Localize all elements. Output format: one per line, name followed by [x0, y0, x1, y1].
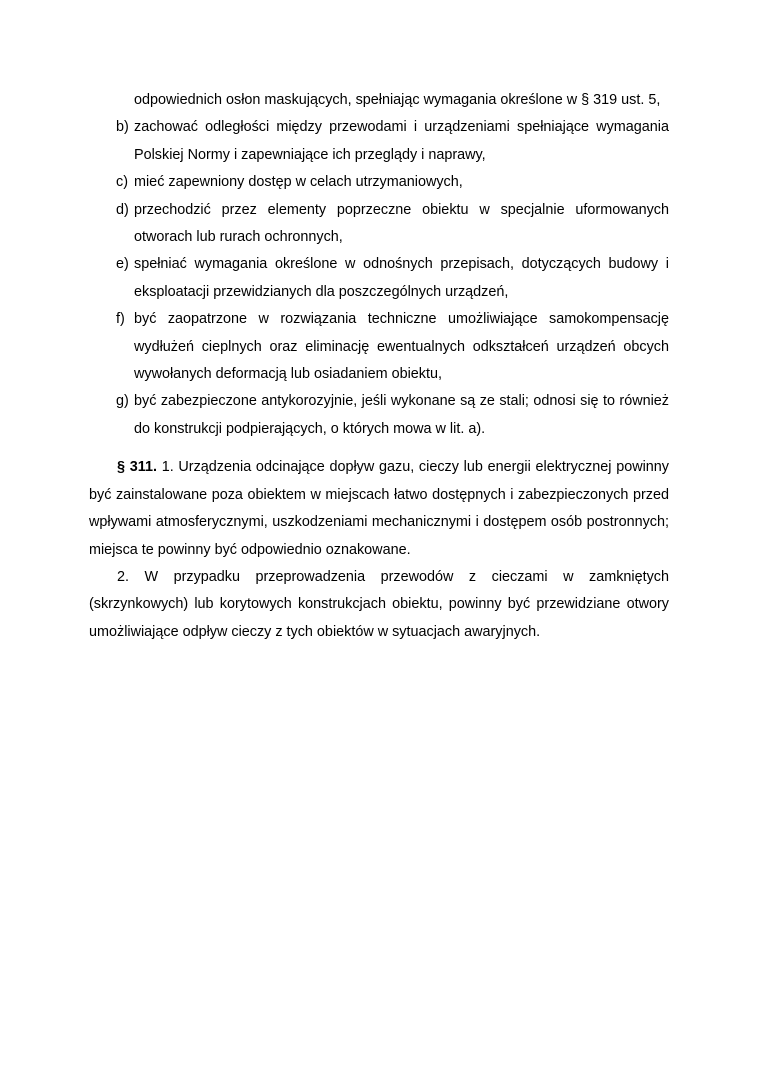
list-marker: c) [116, 174, 128, 191]
section-311-paragraph-1 [89, 454, 669, 564]
list-item-text: odpowiednich osłon maskujących, spełniając wymagania określone w § 319 ust. 5, [134, 92, 661, 108]
list-item-text: mieć zapewniony dostęp w celach utrzymaniowych, [134, 174, 463, 191]
list-item [89, 87, 669, 114]
requirements-list [89, 87, 669, 443]
section-number: § 311. [117, 459, 157, 476]
paragraph-text: 1. Urządzenia odcinające dopływ gazu, cieczy lub energii elektrycznej powinny być zainstalowane poza obiektem w miejscach łatwo dostępnych i zabezpieczonych przed wpływami atmosferycznymi, uszkodzeniami mechanicznymi i dostępem osób postronnych; miejsca te powinny być odpowiednio oznakowane. [89, 459, 670, 558]
list-marker: b) [116, 119, 129, 136]
list-item [89, 169, 669, 196]
list-item [89, 197, 669, 252]
list-item-text: zachować odległości między przewodami i urządzeniami spełniające wymagania Polskiej Normy i zapewniające ich przeglądy i naprawy, [134, 119, 669, 163]
list-marker: f) [116, 311, 125, 328]
list-marker: d) [116, 201, 129, 218]
list-item-text: być zabezpieczone antykorozyjnie, jeśli wykonane są ze stali; odnosi się to również do konstrukcji podpierających, o których mowa w lit. a). [134, 393, 669, 437]
list-item-text: być zaopatrzone w rozwiązania techniczne umożliwiające samokompensację wydłużeń cieplnych oraz eliminację ewentualnych odkształceń urządzeń obcych wywołanych deformacją lub osiadaniem obiektu, [134, 311, 669, 383]
section-311-paragraph-2 [89, 564, 669, 646]
list-item-text: przechodzić przez elementy poprzeczne obiektu w specjalnie uformowanych otworach lub rurach ochronnych, [134, 201, 669, 246]
list-item [89, 251, 669, 306]
document-page [89, 87, 669, 646]
list-marker: e) [116, 256, 129, 273]
paragraph-text: 2. W przypadku przeprowadzenia przewodów z cieczami w zamkniętych (skrzynkowych) lub korytowych konstrukcjach obiektu, powinny być przewidziane otwory umożliwiające odpływ cieczy z tych obiektów w sytuacjach awaryjnych. [89, 568, 669, 640]
list-item [89, 306, 669, 388]
list-item-text: spełniać wymagania określone w odnośnych przepisach, dotyczących budowy i eksploatacji przewidzianych dla poszczególnych urządzeń, [134, 256, 669, 300]
list-marker: g) [116, 393, 129, 410]
list-item [89, 388, 669, 443]
list-item [89, 114, 669, 169]
